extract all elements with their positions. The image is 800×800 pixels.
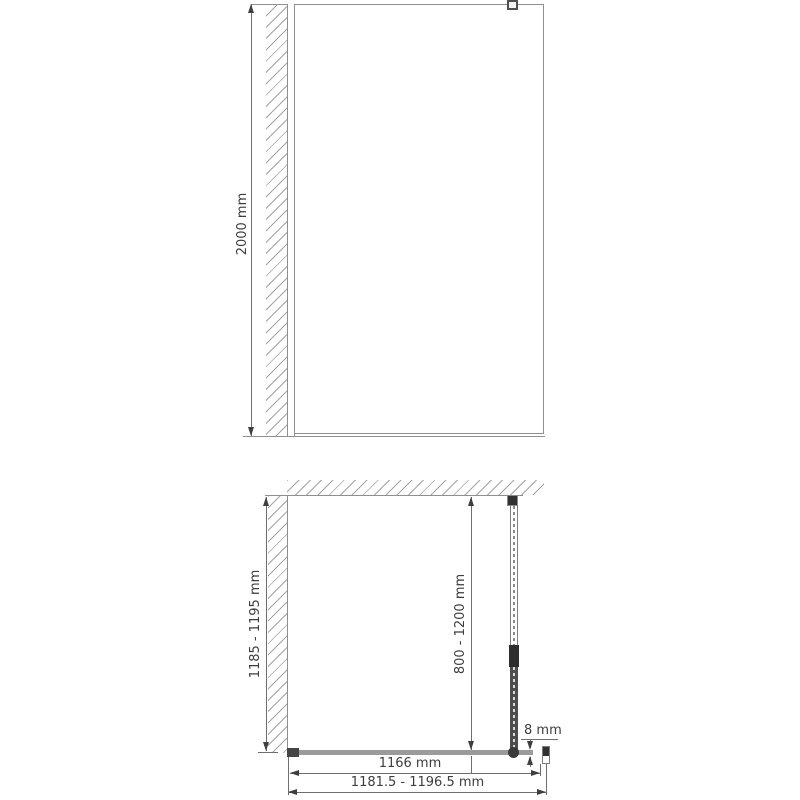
glass-width-dimension-line: [290, 773, 540, 774]
glass-width-dimension-label: 1166 mm: [378, 756, 442, 771]
overall-width-arrow-right: [537, 789, 546, 795]
height-dim-arrow-top: [248, 4, 254, 13]
support-bar-adjuster: [509, 645, 519, 667]
thickness-arrow-up: [527, 756, 533, 765]
end-fitting-plan: [542, 746, 550, 764]
depth-extension-tick: [258, 752, 278, 753]
wall-profile-plan: [287, 748, 299, 757]
bar-dim-arrow-bottom: [468, 741, 474, 750]
overall-width-dimension-label: 1181.5 - 1196.5 mm: [350, 775, 485, 790]
depth-dimension-line: [266, 497, 267, 751]
support-bar-dash-pattern: [513, 506, 515, 645]
support-bar-inner-tube: [510, 667, 518, 751]
thickness-leader-line: [521, 739, 558, 740]
end-fitting-cap: [543, 747, 549, 756]
depth-dim-arrow-top: [263, 497, 269, 506]
glass-panel-front: [294, 4, 544, 434]
wall-hatch-front: [266, 4, 287, 436]
thickness-arrow-down: [527, 741, 533, 750]
height-dimension-label: 2000 mm: [235, 192, 250, 256]
extension-right-inner: [540, 764, 541, 776]
back-wall-hatch: [287, 480, 544, 495]
back-wall-line: [265, 495, 523, 496]
bar-dim-arrow-top: [468, 497, 474, 506]
support-bar-bracket-front: [507, 0, 518, 10]
depth-dimension-label: 1185 - 1195 mm: [248, 569, 263, 679]
overall-width-dimension-line: [288, 792, 546, 793]
extension-right-outer: [546, 764, 547, 795]
side-wall-line: [287, 495, 288, 756]
bar-dimension-label: 800 - 1200 mm: [453, 573, 468, 675]
support-bar-outer-tube: [510, 506, 518, 645]
glass-width-arrow-right: [531, 770, 540, 776]
glass-panel-plan: [296, 750, 533, 755]
support-bar-wall-bracket: [507, 495, 518, 506]
depth-dim-arrow-bottom: [263, 742, 269, 751]
height-dim-arrow-bottom: [248, 427, 254, 436]
glass-width-arrow-left: [290, 770, 299, 776]
bar-dimension-line: [471, 497, 472, 750]
overall-width-arrow-left: [288, 789, 297, 795]
floor-line: [243, 436, 545, 437]
thickness-dimension-label: 8 mm: [524, 723, 562, 738]
support-bar-dash-pattern-lower: [513, 667, 515, 751]
support-bar-glass-joint: [508, 747, 519, 758]
height-dimension-line: [251, 4, 252, 436]
side-wall-hatch: [268, 496, 287, 753]
